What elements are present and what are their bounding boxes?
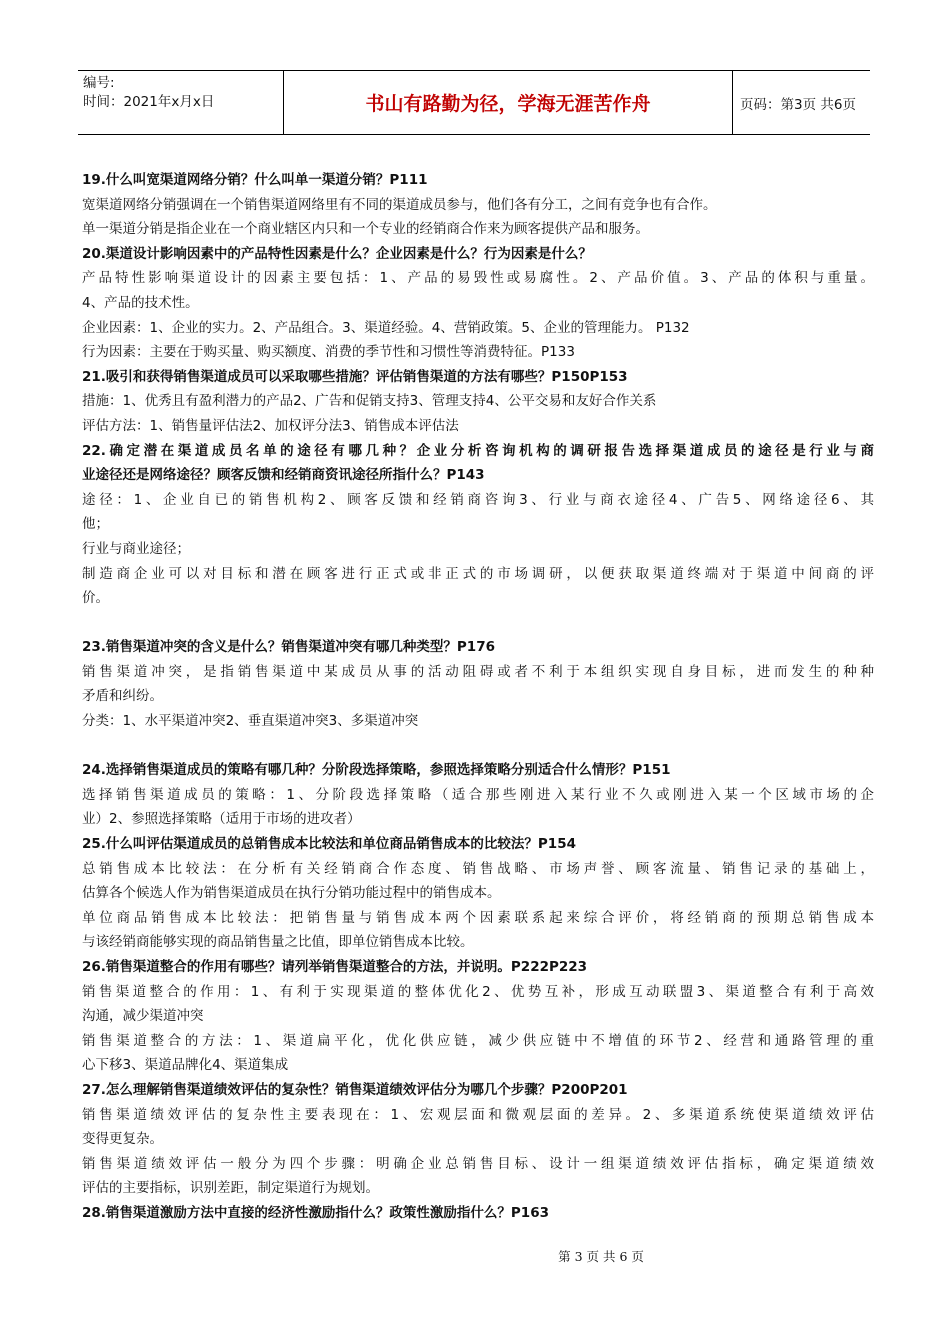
answer-line: 评估方法：1、销售量评估法2、加权评分法3、销售成本评估法: [82, 417, 459, 434]
answer-line: 价。: [82, 590, 109, 607]
answer-line: 销售渠道整合的方法：1、渠道扁平化，优化供应链，减少供应链中不增值的环节2、经营和通路管理的重: [82, 1032, 874, 1049]
answer-line: 宽渠道网络分销强调在一个销售渠道网络里有不同的渠道成员参与，他们各有分工，之间有竞争也有合作。: [82, 196, 717, 213]
question-line: 26.销售渠道整合的作用有哪些？请列举销售渠道整合的方法，并说明。P222P223: [82, 959, 588, 975]
question-line: 24.选择销售渠道成员的策略有哪几种？分阶段选择策略，参照选择策略分别适合什么情形？P151: [82, 762, 671, 779]
header-divider: [732, 71, 733, 134]
answer-line: 单一渠道分销是指企业在一个商业辖区内只和一个专业的经销商合作来为顾客提供产品和服务。: [82, 221, 649, 238]
answer-line: 总销售成本比较法：在分析有关经销商合作态度、销售战略、市场声誉、顾客流量、销售记录的基础上，: [82, 860, 874, 877]
header-page-label: 页码：第3页 共6页: [740, 96, 856, 113]
answer-line: 选择销售渠道成员的策略：1、分阶段选择策略（适合那些刚进入某行业不久或刚进入某一个区域市场的企: [82, 786, 874, 803]
question-line: 27.怎么理解销售渠道绩效评估的复杂性？销售渠道绩效评估分为哪几个步骤？P200P201: [82, 1081, 628, 1098]
answer-line: 估算各个候选人作为销售渠道成员在执行分销功能过程中的销售成本。: [82, 885, 501, 902]
answer-line: 企业因素：1、企业的实力。2、产品组合。3、渠道经验。4、营销政策。5、企业的管理能力。 P132: [82, 319, 690, 336]
answer-line: 业）2、参照选择策略（适用于市场的进攻者）: [82, 811, 361, 828]
answer-line: 4、产品的技术性。: [82, 294, 199, 311]
footer-page-number: 第 3 页 共 6 页: [558, 1249, 644, 1264]
time-label: 时间：2021年x月x日: [83, 94, 215, 110]
question-line: 19.什么叫宽渠道网络分销？什么叫单一渠道分销？P111: [82, 172, 428, 188]
answer-line: 单位商品销售成本比较法：把销售量与销售成本两个因素联系起来综合评价，将经销商的预期总销售成本: [82, 909, 874, 926]
answer-line: 评估的主要指标，识别差距，制定渠道行为规划。: [82, 1180, 379, 1197]
answer-line: 沟通，减少渠道冲突: [82, 1008, 204, 1025]
answer-line: 变得更复杂。: [82, 1131, 163, 1148]
question-line: 25.什么叫评估渠道成员的总销售成本比较法和单位商品销售成本的比较法？P154: [82, 836, 576, 853]
answer-line: 制造商企业可以对目标和潜在顾客进行正式或非正式的市场调研，以便获取渠道终端对于渠道中间商的评: [82, 565, 874, 582]
answer-line: 销售渠道整合的作用：1、有利于实现渠道的整体优化2、优势互补，形成互动联盟3、渠道整合有利于高效: [82, 983, 874, 1000]
answer-line: 行业与商业途径；: [82, 540, 190, 557]
answer-line: 措施：1、优秀且有盈利潜力的产品2、广告和促销支持3、管理支持4、公平交易和友好合作关系: [82, 393, 657, 410]
header-meta: [83, 71, 283, 134]
answer-line: 心下移3、渠道品牌化4、渠道集成: [82, 1057, 289, 1074]
answer-line: 途径：1、企业自已的销售机构2、顾客反馈和经销商咨询3、行业与商衣途径4、广告5、网络途径6、其: [82, 491, 874, 508]
question-line: 28.销售渠道激励方法中直接的经济性激励指什么？政策性激励指什么？P163: [82, 1204, 549, 1221]
answer-line: 销售渠道绩效评估的复杂性主要表现在：1、宏观层面和微观层面的差异。2、多渠道系统使渠道绩效评估: [82, 1106, 874, 1123]
answer-line: 销售渠道绩效评估一般分为四个步骤：明确企业总销售目标、设计一组渠道绩效评估指标，确定渠道绩效: [82, 1155, 874, 1172]
document-body: [82, 168, 874, 1226]
answer-line: 与该经销商能够实现的商品销售量之比值，即单位销售成本比较。: [82, 934, 474, 951]
question-line: 业途径还是网络途径？顾客反馈和经销商资讯途径所指什么？P143: [82, 467, 485, 484]
answer-line: 矛盾和纠纷。: [82, 688, 163, 705]
page-footer: [0, 1247, 950, 1265]
question-line: 20.渠道设计影响因素中的产品特性因素是什么？企业因素是什么？行为因素是什么？: [82, 245, 592, 262]
answer-line: 他；: [82, 516, 109, 533]
number-label: 编号:: [83, 75, 115, 91]
question-line: 23.销售渠道冲突的含义是什么？销售渠道冲突有哪几种类型？P176: [82, 639, 495, 656]
blank-line: [82, 611, 874, 636]
question-line: 21.吸引和获得销售渠道成员可以采取哪些措施？评估销售渠道的方法有哪些？P150P153: [82, 368, 628, 385]
answer-line: 分类：1、水平渠道冲突2、垂直渠道冲突3、多渠道冲突: [82, 713, 419, 730]
answer-line: 销售渠道冲突，是指销售渠道中某成员从事的活动阻碍或者不利于本组织实现自身目标，进而发生的种种: [82, 663, 874, 680]
question-line: 22.确定潜在渠道成员名单的途径有哪几种？企业分析咨询机构的调研报告选择渠道成员的途径是行业与商: [82, 442, 874, 459]
blank-line: [82, 734, 874, 759]
header-motto: 书山有路勤为径，学海无涯苦作舟: [365, 93, 651, 115]
answer-line: 行为因素：主要在于购买量、购买额度、消费的季节性和习惯性等消费特征。P133: [82, 344, 575, 361]
page-header: [78, 70, 870, 135]
answer-line: 产品特性影响渠道设计的因素主要包括：1、产品的易毁性或易腐性。2、产品价值。3、产品的体积与重量。: [82, 270, 874, 287]
